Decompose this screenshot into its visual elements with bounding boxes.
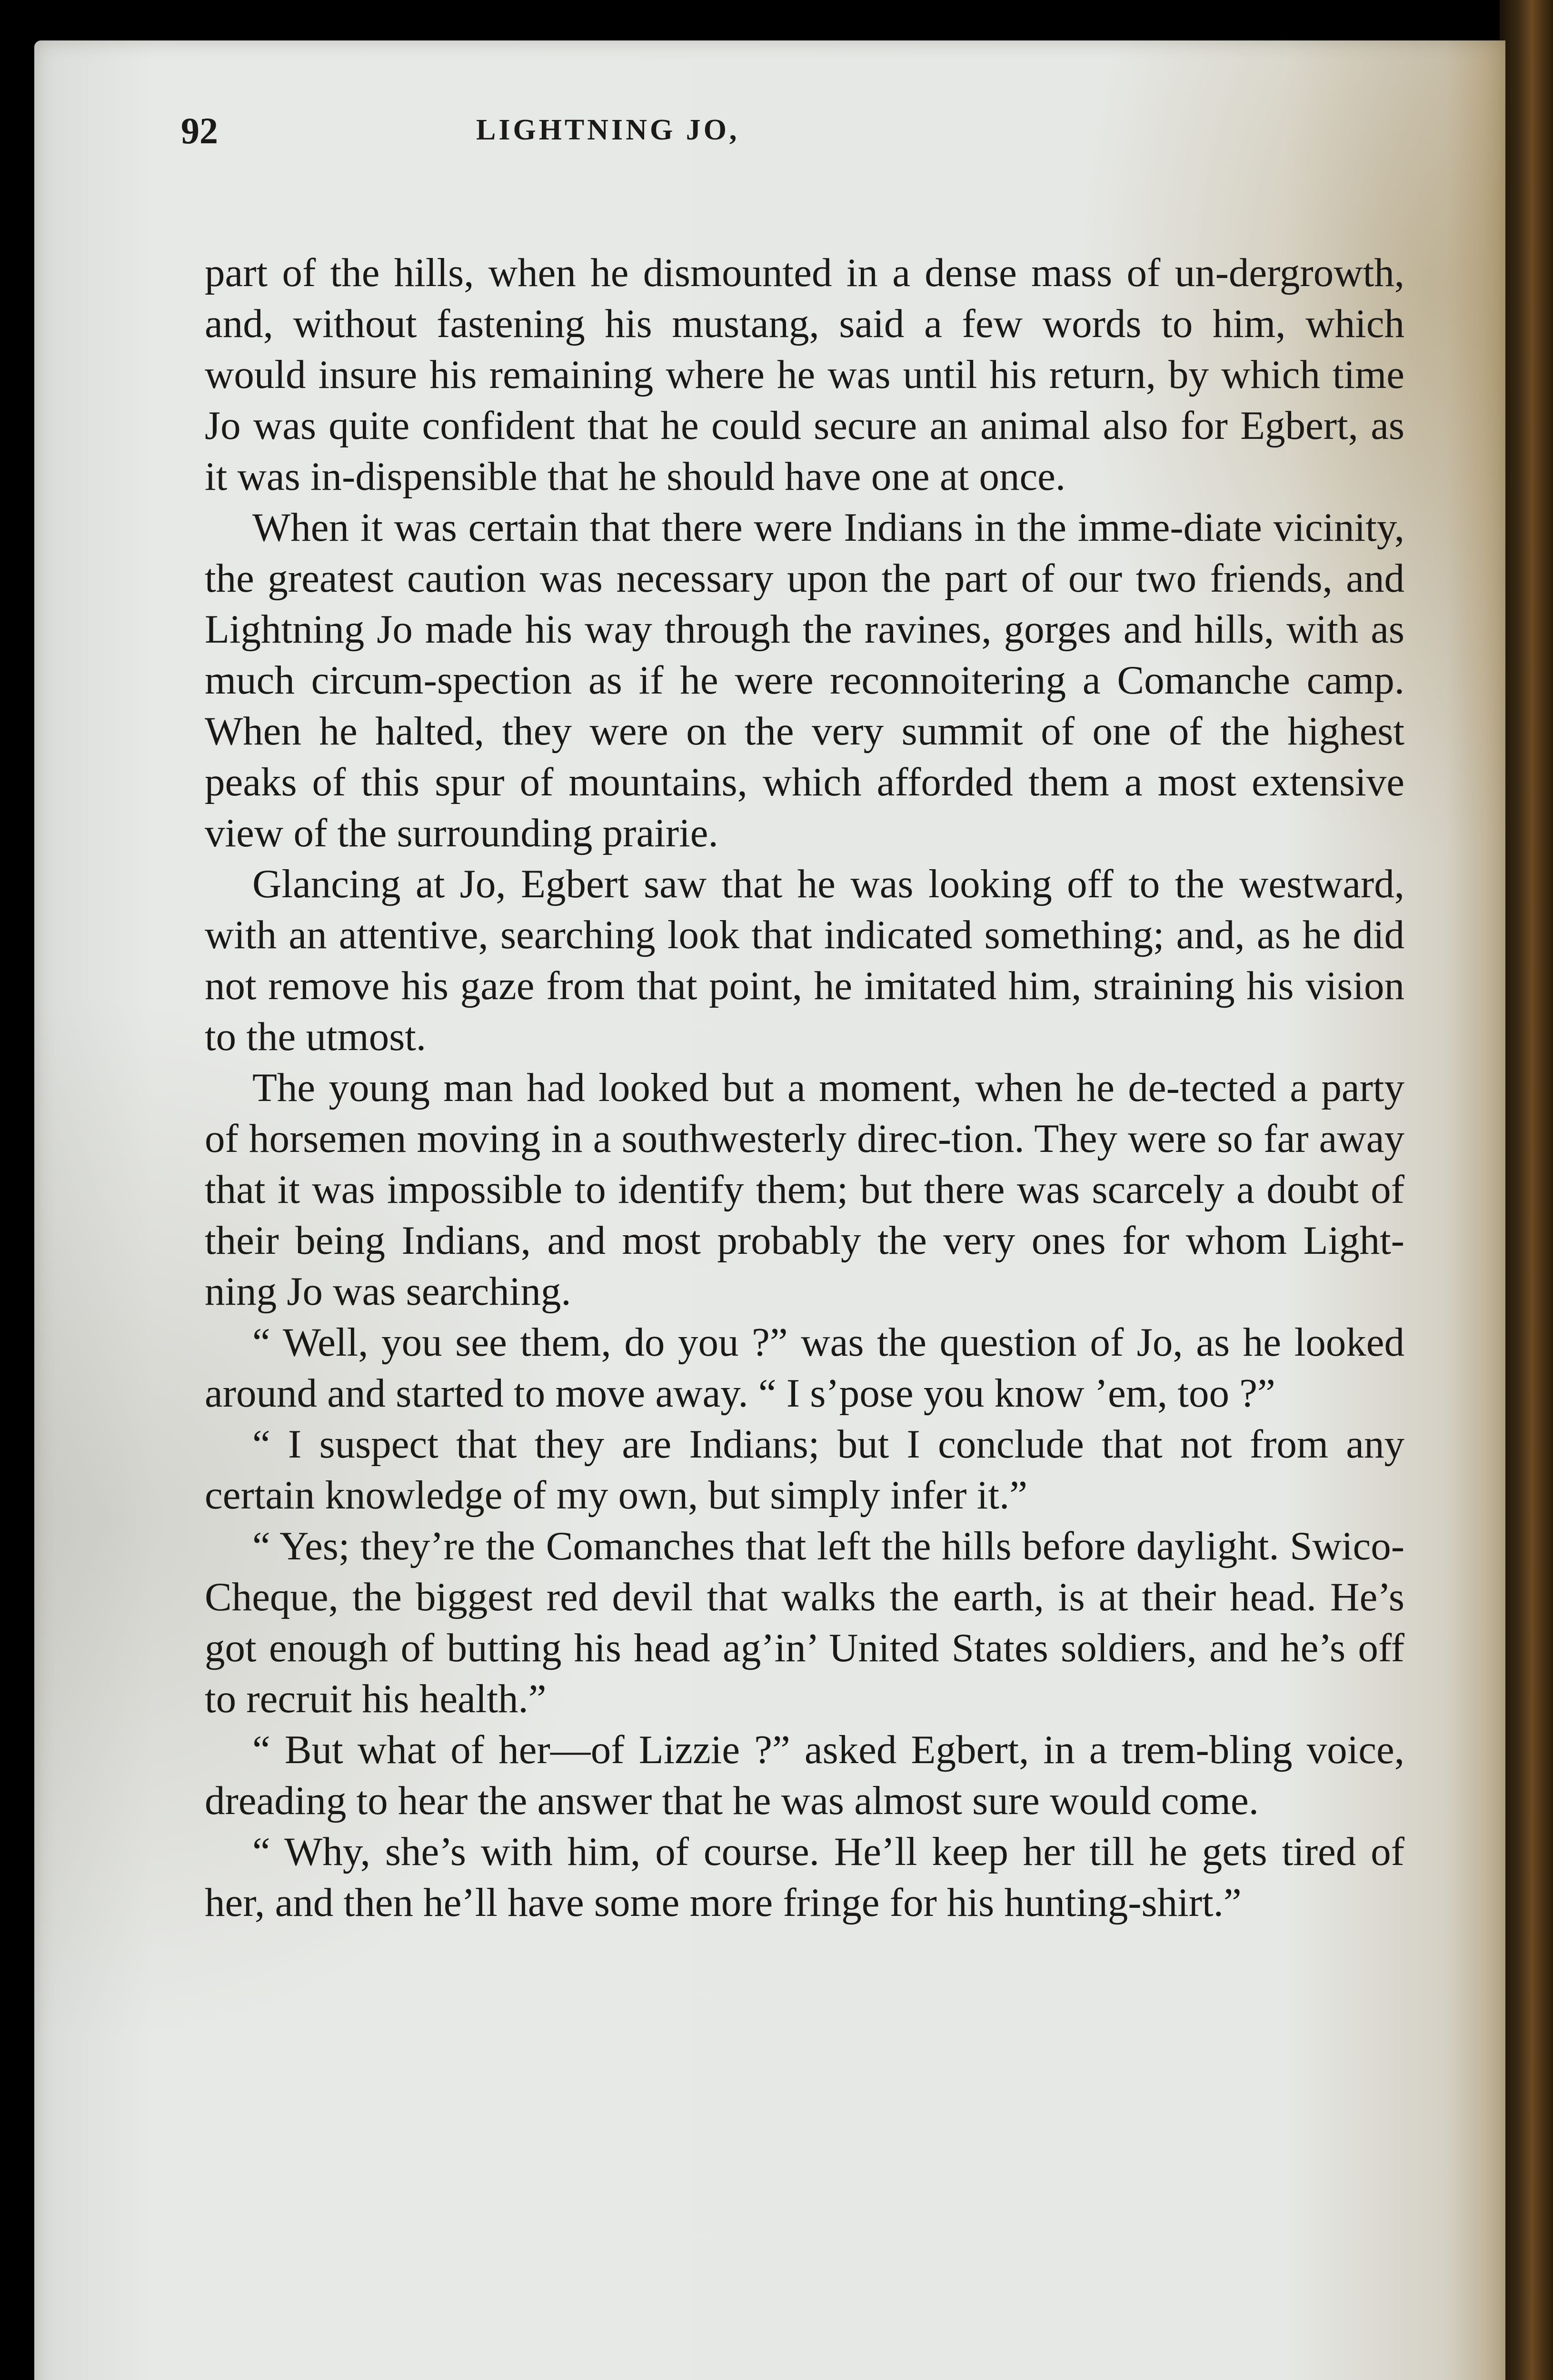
book-spine-edge [1500, 0, 1553, 2380]
paragraph: Glancing at Jo, Egbert saw that he was looking off to the westward, with an attentive, searching look that indicated something; and, as he did not remove his gaze from that point, he imitated him, straining his vision to the utmost. [205, 862, 1404, 1059]
body-text [205, 248, 1404, 1928]
paragraph: “ Well, you see them, do you ?” was the question of Jo, as he looked around and started to move away. “ I s’pose you know ’em, too ?” [205, 1320, 1404, 1416]
page-number: 92 [181, 110, 218, 151]
paragraph: part of the hills, when he dismounted in a dense mass of un-dergrowth, and, without fastening his mustang, said a few words to him, which would insure his remaining where he was until his return, by which time Jo was quite confident that he could secure an animal also for Egbert, as it was in-dispensible that he should have one at once. [205, 250, 1404, 499]
running-head: LIGHTNING JO, [476, 114, 740, 146]
paragraph: “ But what of her—of Lizzie ?” asked Egbert, in a trem-bling voice, dreading to hear the answer that he was almost sure would come. [205, 1727, 1404, 1823]
paragraph: “ Why, she’s with him, of course. He’ll keep her till he gets tired of her, and then he’ll have some more fringe for his hunting-shirt.” [205, 1829, 1404, 1925]
paragraph: “ I suspect that they are Indians; but I conclude that not from any certain knowledge of my own, but simply infer it.” [205, 1422, 1404, 1517]
paragraph: When it was certain that there were Indians in the imme-diate vicinity, the greatest caution was necessary upon the part of our two friends, and Lightning Jo made his way through the ravines, gorges and hills, with as much circum-spection as if he were reconnoitering a Comanche camp. When he halted, they were on the very summit of one of the highest peaks of this spur of mountains, which afforded them a most extensive view of the surrounding prairie. [205, 505, 1404, 855]
paragraph: The young man had looked but a moment, when he de-tected a party of horsemen moving in a southwesterly direc-tion. They were so far away that it was impossible to identify them; but there was scarcely a doubt of their being Indians, and most probably the very ones for whom Light-ning Jo was searching. [205, 1065, 1404, 1314]
page-header [181, 109, 1400, 162]
paragraph: “ Yes; they’re the Comanches that left the hills before daylight. Swico-Cheque, the biggest red devil that walks the earth, is at their head. He’s got enough of butting his head ag’in’ United States soldiers, and he’s off to recruit his health.” [205, 1524, 1404, 1721]
